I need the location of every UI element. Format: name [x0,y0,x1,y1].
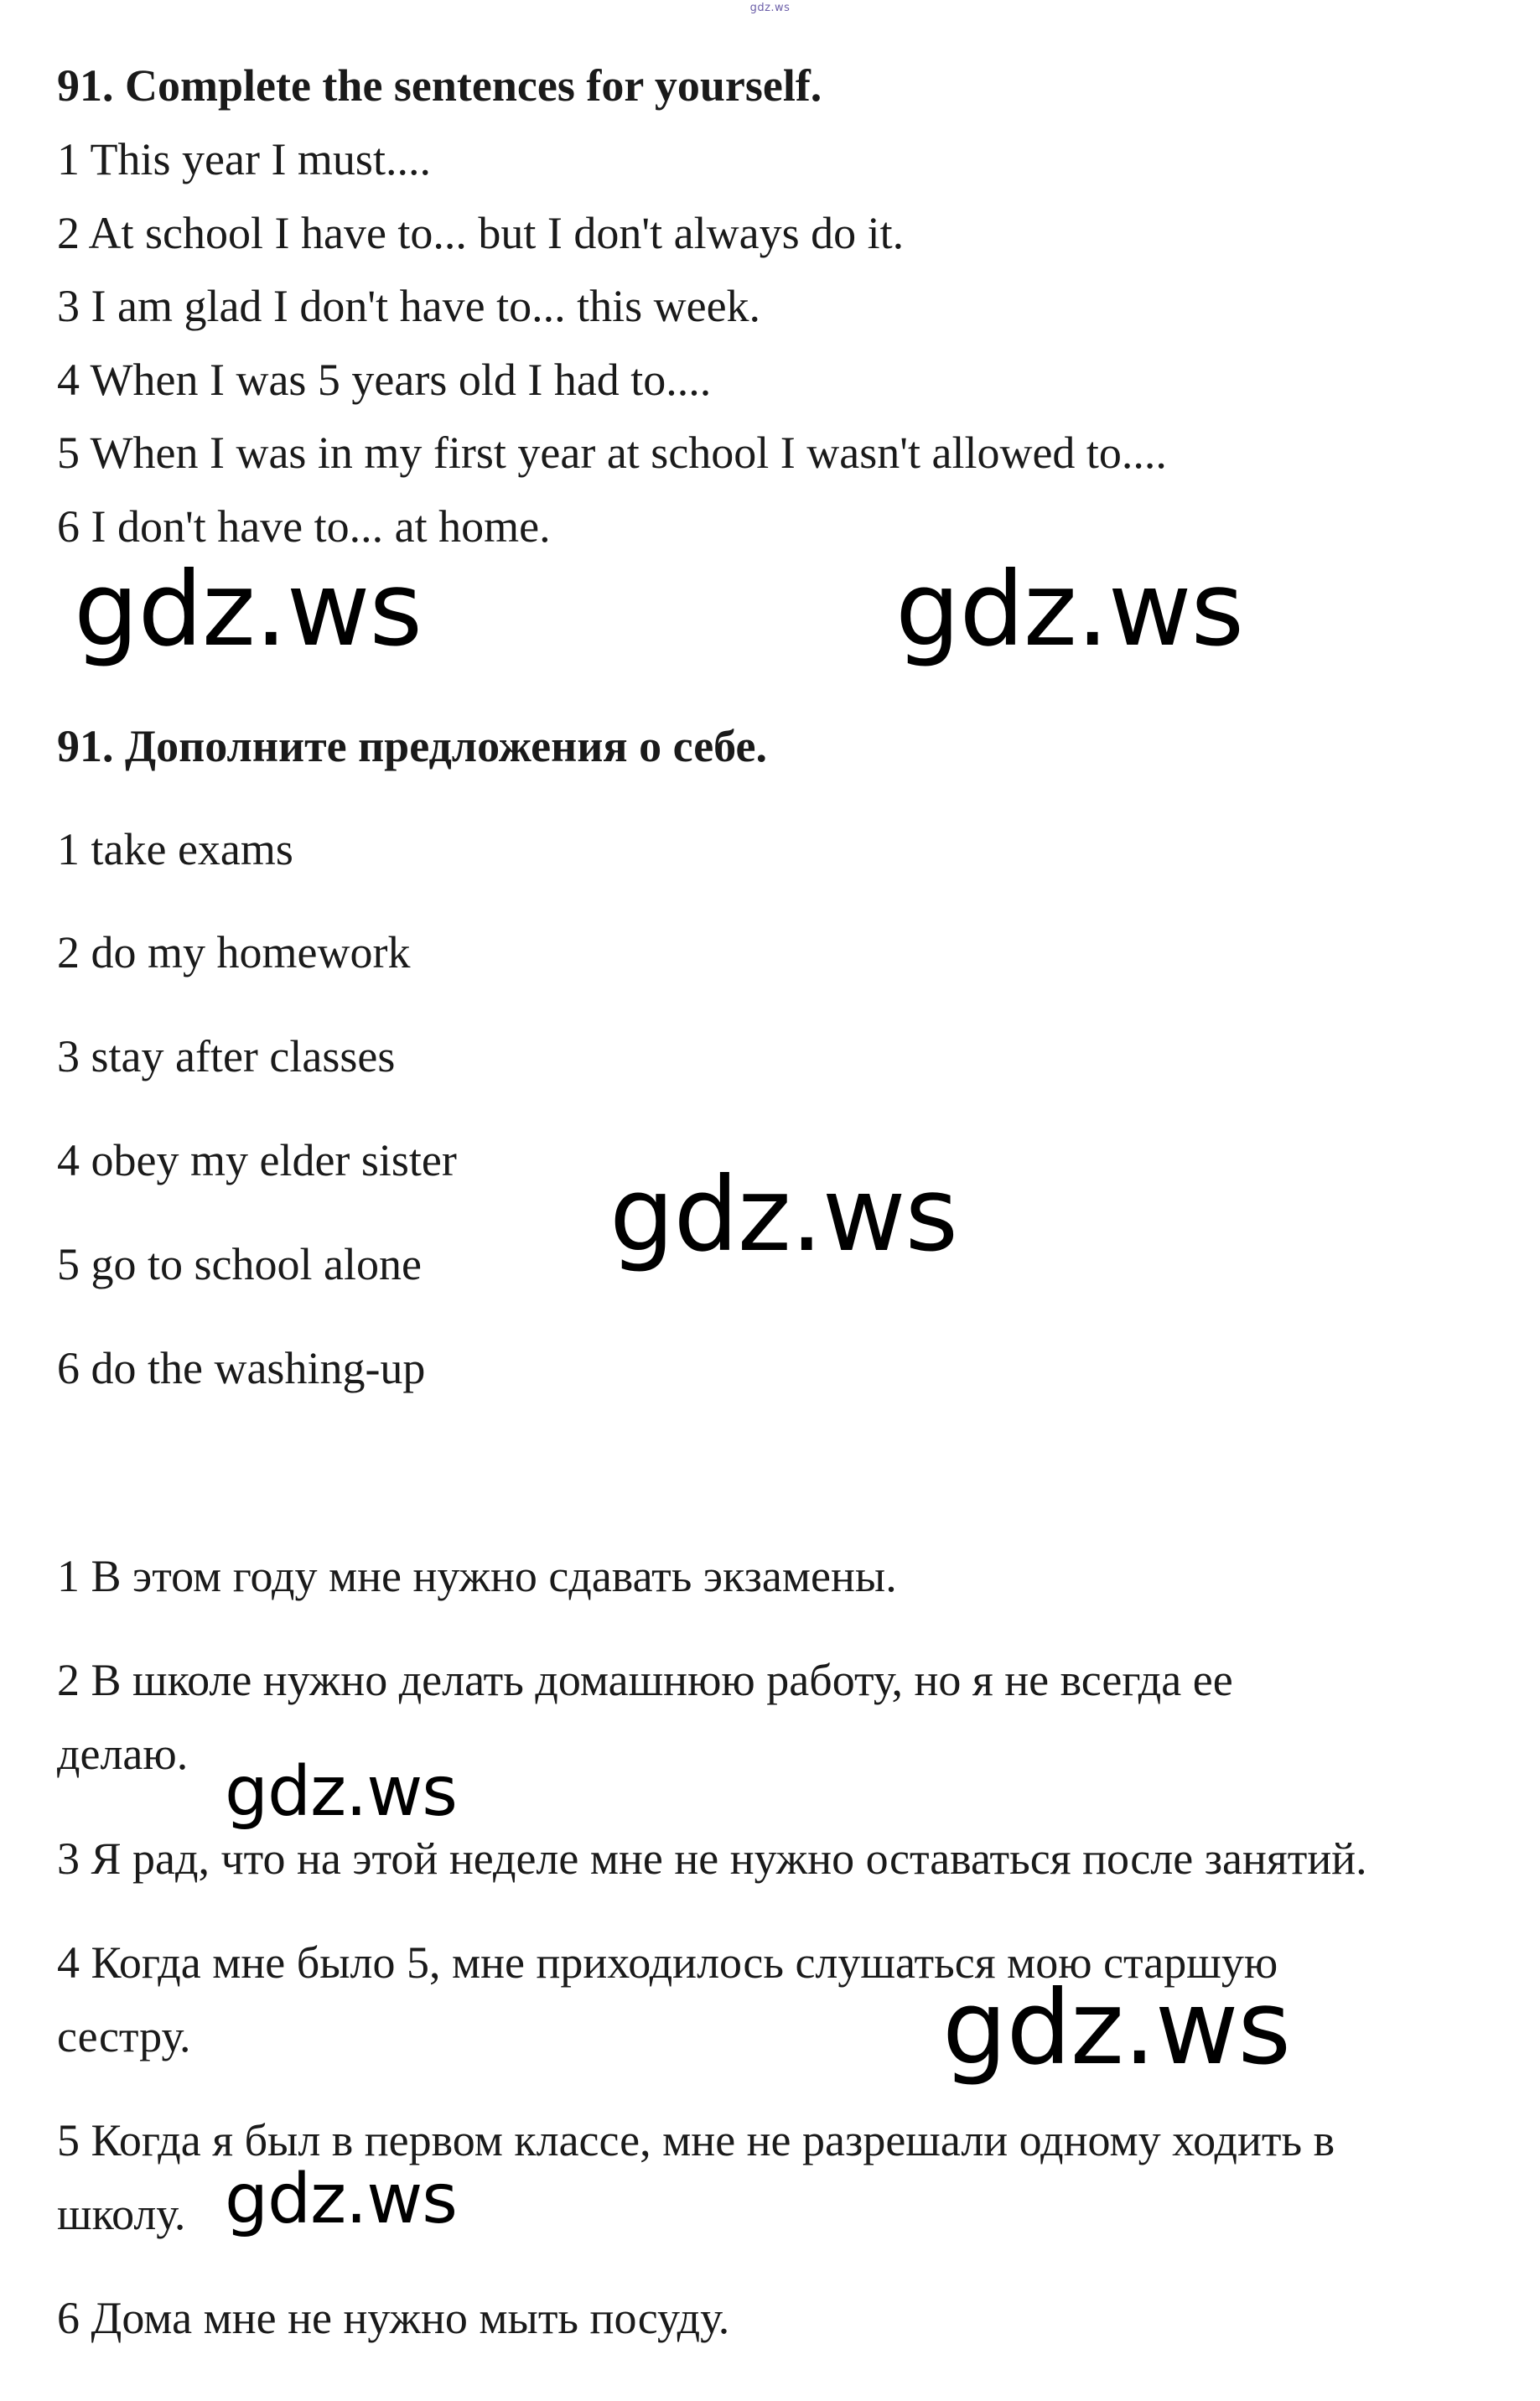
answer-6: 6 do the washing-up [57,1343,426,1393]
task-sentence-4: 4 When I was 5 years old I had to.... [57,355,712,405]
task-sentence-2: 2 At school I have to... but I don't always do it. [57,208,905,258]
russian-line-2-cont: делаю. [57,1729,189,1779]
task-sentence-5: 5 When I was in my first year at school I wasn't allowed to.... [57,428,1167,478]
task-sentence-6: 6 I don't have to... at home. [57,501,551,552]
watermark-logo: gdz.ws [225,2160,457,2239]
watermark-logo: gdz.ws [942,1968,1291,2087]
russian-line-6: 6 Дома мне не нужно мыть посуду. [57,2293,730,2343]
russian-line-3: 3 Я рад, что на этой неделе мне не нужно оставаться после занятий. [57,1833,1367,1884]
answer-3: 3 stay after classes [57,1031,396,1081]
watermark-logo: gdz.ws [609,1155,958,1274]
russian-line-1: 1 В этом году мне нужно сдавать экзамены. [57,1551,897,1601]
site-header-label: gdz.ws [749,2,791,14]
russian-line-5: 5 Когда я был в первом классе, мне не разрешали одному ходить в [57,2115,1335,2165]
russian-line-2: 2 В школе нужно делать домашнюю работу, но я не всегда ее [57,1655,1233,1705]
answer-2: 2 do my homework [57,927,411,978]
answer-4: 4 obey my elder sister [57,1135,457,1185]
answer-1: 1 take exams [57,824,293,874]
watermark-logo: gdz.ws [74,550,423,669]
russian-line-4: 4 Когда мне было 5, мне приходилось слушаться мою старшую [57,1937,1278,1988]
translation-title: 91. Дополните предложения о себе. [57,721,767,771]
russian-line-5-cont: школу. [57,2189,186,2239]
task-title: 91. Complete the sentences for yourself. [57,60,822,111]
russian-line-4-cont: сестру. [57,2011,191,2061]
answer-5: 5 go to school alone [57,1239,422,1289]
task-sentence-1: 1 This year I must.... [57,134,431,184]
watermark-logo: gdz.ws [225,1752,457,1832]
task-sentence-3: 3 I am glad I don't have to... this week. [57,281,761,331]
watermark-logo: gdz.ws [895,550,1244,669]
